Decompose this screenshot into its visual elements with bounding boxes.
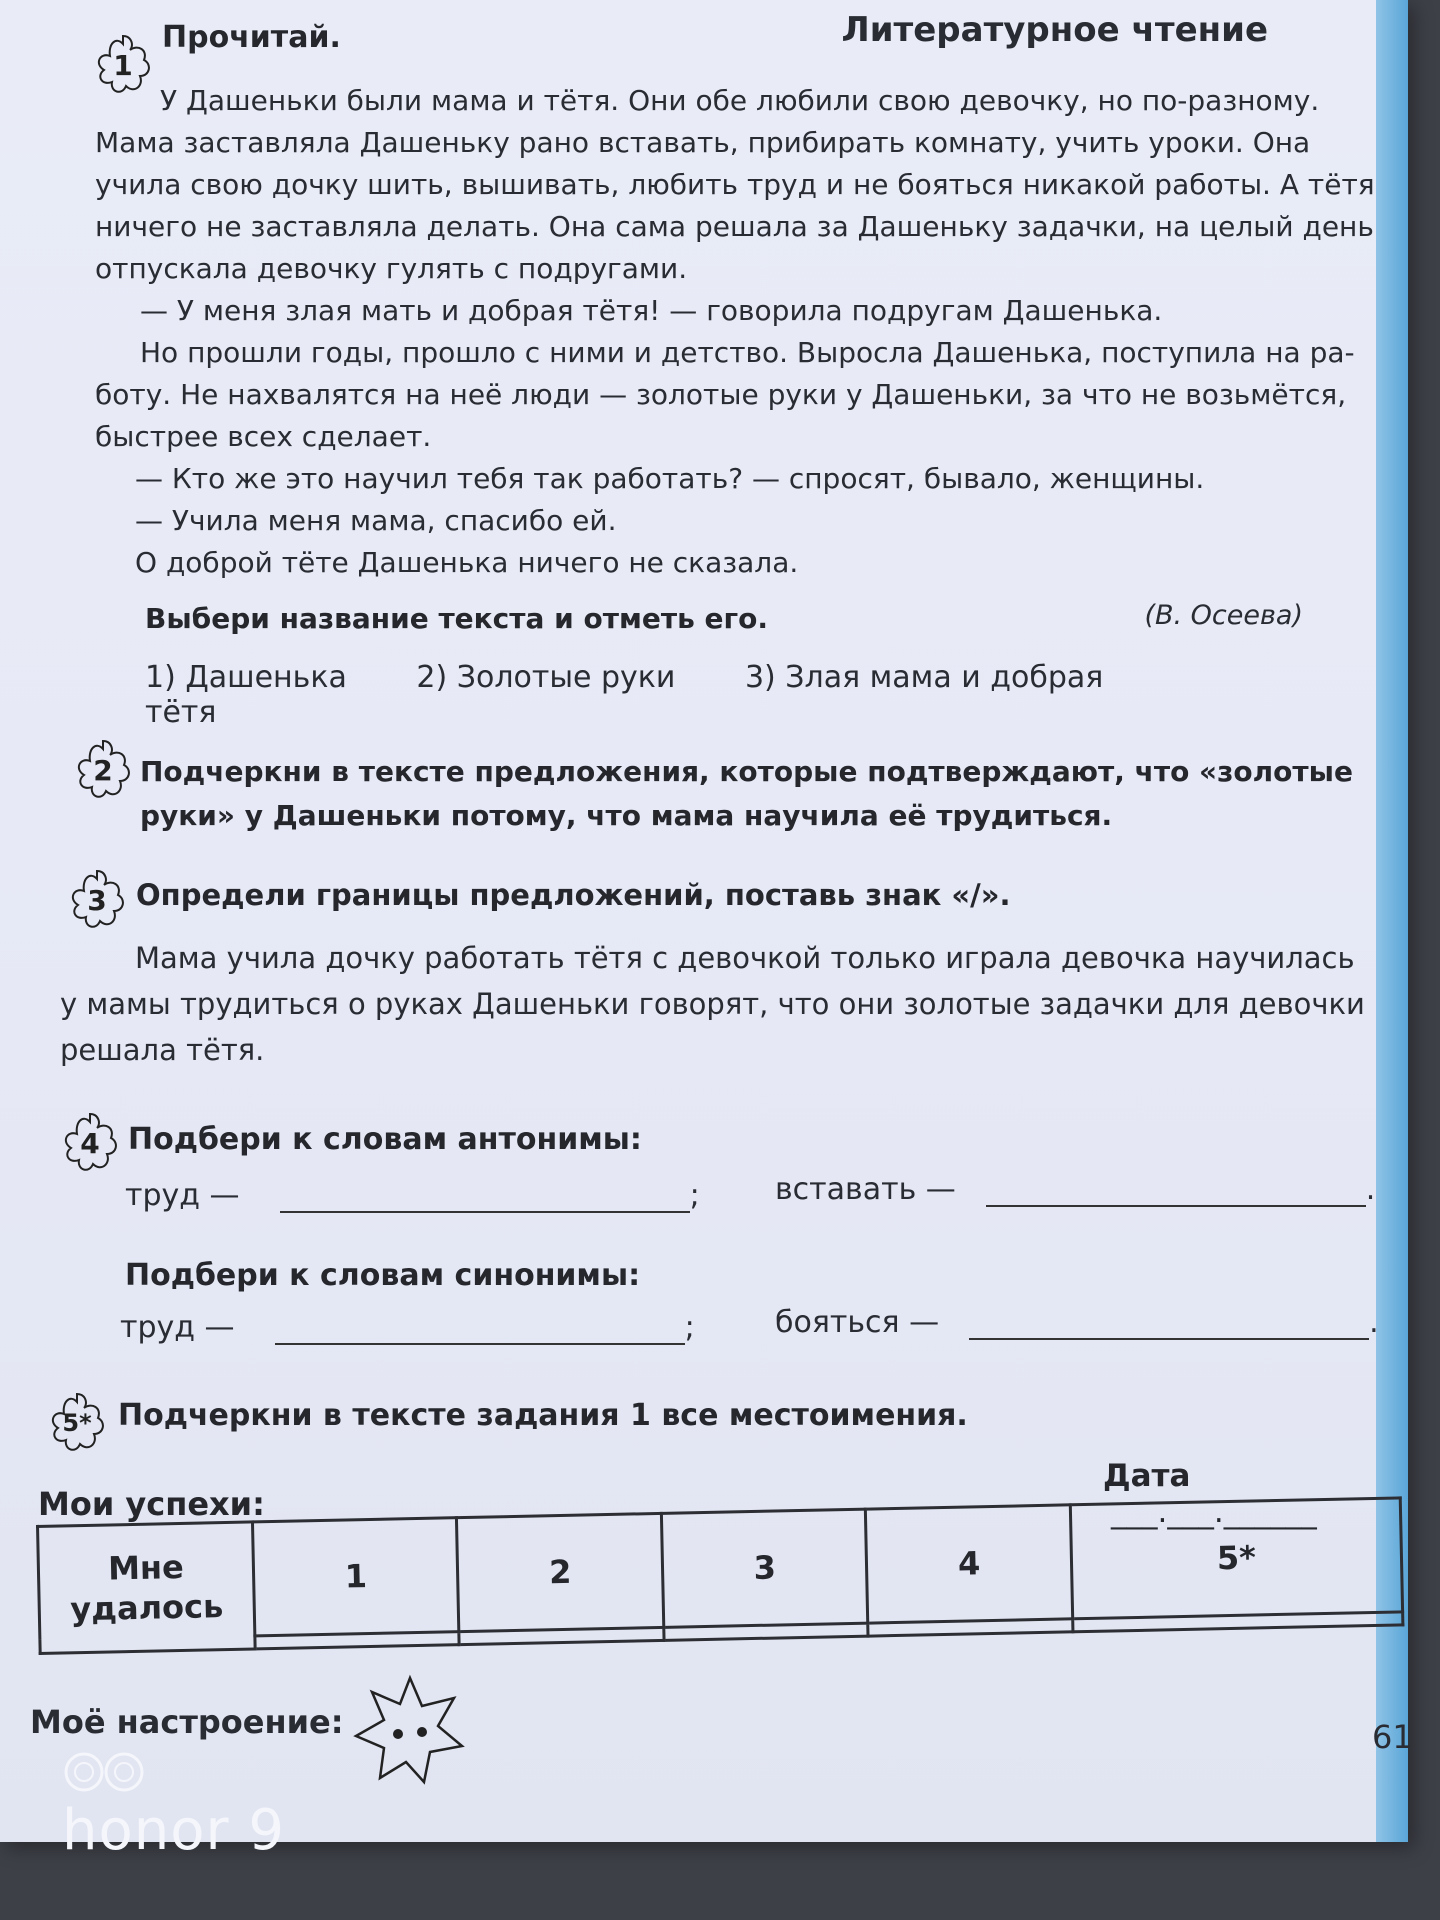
synonym-row-boyatsya (775, 1305, 1379, 1340)
task-2-heading (140, 750, 1360, 838)
progress-table (36, 1496, 1404, 1655)
story-line: Но прошли годы, прошло с ними и детство. Выросла Дашенька, поступила на ра- (140, 336, 1355, 369)
story-line: У Дашеньки были мама и тётя. Они обе любили свою девочку, но по-разному. (160, 84, 1320, 117)
word-boyatsya: бояться — (775, 1305, 940, 1340)
period: . (1369, 1305, 1379, 1340)
progress-col-2: 2 (457, 1513, 664, 1631)
mood-label: Моё настроение: (30, 1703, 344, 1741)
antonym-trud-blank[interactable] (280, 1181, 690, 1213)
word-vstavat: вставать — (775, 1172, 956, 1207)
task-2-line: Подчеркни в тексте предложения, которые подтверждают, что «золотые (140, 755, 1353, 788)
antonym-row-trud (125, 1178, 700, 1213)
synonym-boyatsya-blank[interactable] (969, 1308, 1369, 1340)
task-2-number-badge: 2 (68, 735, 138, 805)
antonym-row-vstavat (775, 1172, 1375, 1207)
task-1-heading: Прочитай. (162, 20, 341, 55)
progress-cell[interactable] (664, 1623, 869, 1641)
page-number: 61 (1372, 1718, 1413, 1756)
antonyms-heading: Подбери к словам антонимы: (128, 1122, 642, 1157)
story-line: учила свою дочку шить, вышивать, любить труд и не бояться никакой работы. А тётя (95, 168, 1375, 201)
task-1-question: Выбери название текста и отметь его. (145, 602, 769, 635)
subject-header: Литературное чтение (841, 10, 1268, 50)
story-line: — Кто же это научил тебя так работать? — спросят, бывало, женщины. (135, 462, 1205, 495)
synonym-row-trud (120, 1310, 695, 1345)
task-3-line: у мамы трудиться о руках Дашеньки говорят, что они золотые задачки для девочки (60, 987, 1365, 1021)
task-5-number-badge: 5* (42, 1388, 112, 1458)
story-line: О доброй тёте Дашенька ничего не сказала. (135, 546, 799, 579)
task-1-number-badge: 1 (88, 30, 158, 100)
task-3-line: решала тётя. (60, 1033, 265, 1067)
task-5-heading: Подчеркни в тексте задания 1 все местоимения. (118, 1398, 968, 1433)
progress-cell[interactable] (255, 1631, 460, 1649)
progress-cell[interactable] (459, 1627, 664, 1645)
task-4-number-badge: 4 (55, 1108, 125, 1178)
progress-cell[interactable] (868, 1619, 1073, 1637)
story-text (95, 80, 1375, 584)
progress-col-3: 3 (661, 1509, 868, 1627)
title-option-1[interactable]: 1) Дашенька (145, 660, 347, 695)
task-3-heading: Определи границы предложений, поставь знак «/». (136, 878, 1011, 912)
story-line: отпускала девочку гулять с подругами. (95, 252, 688, 285)
title-option-3[interactable]: 3) Злая мама и добрая тётя (145, 660, 1104, 730)
date-blanks[interactable]: ___.___.______ (1111, 1494, 1317, 1530)
progress-col-4: 4 (866, 1505, 1073, 1623)
title-option-2[interactable]: 2) Золотые руки (416, 660, 676, 695)
watermark-text: honor 9 (62, 1798, 285, 1863)
camera-watermark (62, 1750, 285, 1863)
author-credit: (В. Осеева) (1144, 600, 1303, 631)
story-line: быстрее всех сделает. (95, 420, 432, 453)
story-line: боту. Не нахвалятся на неё люди — золотые руки у Дашеньки, за что не возьмётся, (95, 378, 1347, 411)
progress-col-5: 5* (1070, 1498, 1402, 1619)
antonym-vstavat-blank[interactable] (986, 1175, 1366, 1207)
story-line: ничего не заставляла делать. Она сама решала за Дашеньку задачки, на целый день (95, 210, 1374, 243)
date-label: Дата (1103, 1458, 1191, 1494)
word-trud: труд — (125, 1178, 240, 1213)
progress-title: Мои успехи: (38, 1485, 265, 1523)
period: . (1365, 1172, 1376, 1207)
task-3-line: Мама учила дочку работать тётя с девочкой только играла девочка научилась (135, 941, 1355, 975)
star-face-icon[interactable] (350, 1670, 470, 1790)
semicolon: ; (689, 1178, 700, 1213)
title-options (145, 660, 1145, 730)
synonyms-heading: Подбери к словам синонимы: (125, 1258, 641, 1293)
story-line: — Учила меня мама, спасибо ей. (135, 504, 617, 537)
story-line: Мама заставляла Дашеньку рано вставать, прибирать комнату, учить уроки. Она (95, 126, 1311, 159)
progress-col-1: 1 (252, 1518, 459, 1636)
story-line: — У меня злая мать и добрая тётя! — говорила подругам Дашенька. (140, 294, 1163, 327)
task-3-text (60, 935, 1370, 1073)
word-trud: труд — (120, 1310, 235, 1345)
task-2-line: руки» у Дашеньки потому, что мама научила её трудиться. (140, 799, 1113, 832)
camera-lens-icon (62, 1750, 162, 1794)
task-3-number-badge: 3 (62, 865, 132, 935)
synonym-trud-blank[interactable] (275, 1313, 685, 1345)
semicolon: ; (684, 1310, 695, 1345)
progress-row-label: Мне удалось (38, 1522, 256, 1653)
